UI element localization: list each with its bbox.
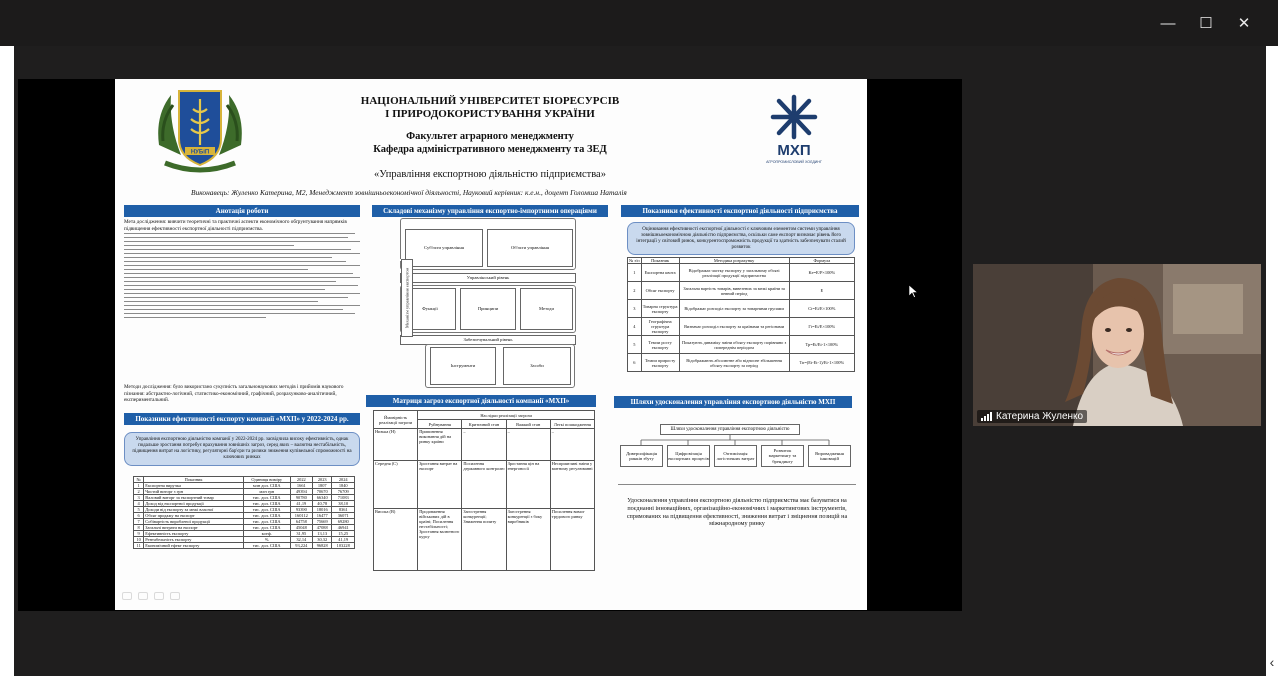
university-name-line2: І ПРИРОДОКОРИСТУВАННЯ УКРАЇНИ [385, 108, 595, 120]
table-cell: 45048 [290, 525, 312, 531]
section-abstract-header: Анотація роботи [124, 205, 360, 217]
table-cell: Kе=E/P×100% [789, 264, 854, 282]
improvement-branch-5: Впровадження інновацій [808, 445, 851, 467]
table-row [374, 429, 595, 461]
pen-icon[interactable] [138, 592, 148, 600]
section-indicators-header: Показники ефективності експортної діяльності підприємства [621, 205, 859, 217]
table-cell: 8 [134, 525, 144, 531]
maximize-button[interactable] [1190, 10, 1222, 36]
table-cell: 31,95 [290, 531, 312, 537]
section-threat-matrix-header: Матриця загроз експортної діяльності компанії «МХП» [366, 395, 596, 407]
table-cell: коеф. [243, 531, 290, 537]
table-cell: % [243, 537, 290, 543]
table-cell: 1840 [332, 483, 355, 489]
table-cell: 5 [628, 336, 642, 354]
table-cell: 64758 [290, 519, 312, 525]
table-cell: 3 [134, 495, 144, 501]
table-cell: 11 [134, 543, 144, 549]
table-cell: Обсяг продажу на експорт [144, 513, 244, 519]
improvement-branch-3: Оптимізація логістичних витрат [714, 445, 757, 467]
table-header-cell: Показник [641, 258, 679, 264]
table-cell: Валовий виторг за експортний товар [144, 495, 244, 501]
table-cell: 1661 [290, 483, 312, 489]
table-cell: 10 [134, 537, 144, 543]
participant-video [973, 264, 1261, 426]
right-edge [1266, 46, 1278, 676]
threat-matrix-table [373, 410, 595, 571]
abstract-intro: Мета дослідження: вивчити теоретичні та практичні аспекти економічного обґрунтування напрямків підвищення ефективності експортної діяльності підприємства. [124, 219, 347, 232]
table-header-cell: 2024 [332, 477, 355, 483]
table-cell: 1 [134, 483, 144, 489]
participant-video-tile[interactable] [973, 264, 1261, 426]
university-emblem-icon [151, 85, 249, 183]
indicators-note: Оцінювання ефективності експортної діяльності є ключовим елементом системи управління зовнішньоекономічною діяльністю підприємства, оскільки саме експорт визначає рівень його інтеграції у світовий ринок, конкурентоспроможність продукції та здатність забезпечувати сталий розвиток [627, 222, 855, 255]
table-row [134, 543, 355, 549]
more-icon[interactable] [170, 592, 180, 600]
minimize-button[interactable] [1152, 10, 1184, 36]
table-cell: Гі=Еі/Е×100% [789, 318, 854, 336]
slide-toolbar[interactable] [122, 592, 180, 600]
table-row [628, 282, 855, 300]
export-summary-note: Управління експортною діяльністю компанії у 2022-2024 рр. засвідчила високу ефективність, однак подальше зростання потребує врахування зовнішніх загроз, серед яких – валютна нестабільність, підвищення витрат на логістику, регуляторні бар'єри та ризики зниження купівельної спроможності на ключових ринках [124, 432, 360, 466]
table-cell: – [550, 429, 594, 461]
table-cell: 70670 [312, 489, 331, 495]
improvement-divider [618, 484, 856, 485]
table-cell: 66340 [312, 495, 331, 501]
table-cell: 96828 [312, 543, 331, 549]
mechanism-lower-box: Забезпечувальний рівень [400, 335, 576, 345]
table-cell: 103228 [332, 543, 355, 549]
table-cell: 75669 [312, 519, 331, 525]
mhp-logo-icon [755, 93, 833, 173]
table-cell: Зростання витрат на експорт [418, 461, 462, 509]
export-indicators-table [133, 476, 355, 549]
table-cell: 6 [628, 354, 642, 372]
mechanism-left-label: Механізм управління експортом [401, 259, 413, 337]
poster-topic: «Управління експортною діяльністю підприємства» [374, 169, 606, 180]
table-cell: 69280 [332, 519, 355, 525]
window-titlebar [0, 0, 1278, 46]
table-cell: 18016 [312, 507, 331, 513]
table-header-cell: Легкі пошкодження [550, 420, 594, 429]
table-cell: тис. дол. США [243, 495, 290, 501]
table-row [628, 354, 855, 372]
table-cell: 5 [134, 507, 144, 513]
table-cell: Загальні витрати на експорт [144, 525, 244, 531]
table-cell: Експортна виручка [144, 483, 244, 489]
table-cell: Відображають абсолютне або відносне збільшення обсягу експорту за період [679, 354, 789, 372]
table-cell: 6 [134, 513, 144, 519]
table-row [374, 411, 595, 420]
table-cell: 160112 [290, 513, 312, 519]
chevron-left-icon[interactable]: ‹ [1269, 654, 1275, 670]
table-cell: тис. дол. США [243, 543, 290, 549]
table-cell: тис. дол. США [243, 507, 290, 513]
table-cell: Тр=Еt/Еt-1×100% [789, 336, 854, 354]
table-cell: 41,19 [290, 501, 312, 507]
table-cell: Загальна вартість товарів, вивезених за межі країни за певний період [679, 282, 789, 300]
table-cell: 30,32 [312, 537, 331, 543]
table-cell: 90780 [290, 495, 312, 501]
table-header-cell: Показник [144, 477, 244, 483]
improvement-branch-1: Диверсифікація ринків збуту [620, 445, 663, 467]
table-cell: Визначає розподіл експорту за країнами та регіонами [679, 318, 789, 336]
faculty-name: Факультет аграрного менеджменту [406, 131, 574, 142]
mechanism-means-box: Засоби [503, 347, 571, 385]
table-cell: 40,78 [312, 501, 331, 507]
maximize-icon: ☐ [1199, 15, 1213, 32]
table-header-cell: Формула [789, 258, 854, 264]
close-icon: ✕ [1237, 15, 1251, 32]
table-cell: Припинення виконання дій на ринку країни [418, 429, 462, 461]
table-cell: 1 [628, 264, 642, 282]
table-cell: Темпи приросту експорту [641, 354, 679, 372]
close-button[interactable] [1228, 10, 1260, 36]
table-cell: Рентабельність експорту [144, 537, 244, 543]
table-cell: 16477 [312, 513, 331, 519]
table-cell: 9 [134, 531, 144, 537]
improvement-root-box: Шляхи удосконалення управління експортною діяльністю [660, 424, 800, 435]
table-row [628, 264, 855, 282]
table-header-cell: Наслідки реалізації загрози [418, 411, 595, 420]
table-cell: 13,13 [312, 531, 331, 537]
table-header-cell: 2022 [290, 477, 312, 483]
section-mechanism-header: Складові механізму управління експортно-імпортними операціями [372, 205, 608, 217]
mechanism-tools-box: Інструменти [430, 347, 496, 385]
participant-name: Катерина Жуленко [996, 411, 1084, 422]
table-cell: 2 [628, 282, 642, 300]
table-header-cell: Одиниця виміру [243, 477, 290, 483]
mechanism-object-box: Об'єкти управління [487, 229, 573, 267]
table-row [374, 461, 595, 509]
table-cell: 76709 [332, 489, 355, 495]
table-cell: млн дол. США [243, 483, 290, 489]
table-cell: Продовження військових дій в країні; Посилення нестабільності; Зростання валютного курсу [418, 509, 462, 571]
table-cell: Тп=(Еt-Еt-1)/Еt-1×100% [789, 354, 854, 372]
table-cell: 4 [134, 501, 144, 507]
table-cell: 38,10 [332, 501, 355, 507]
mechanism-middle-box: Управлінський рівень [400, 273, 576, 283]
table-cell: Доходи від експорту за межі власної [144, 507, 244, 513]
table-cell: 15,25 [332, 531, 355, 537]
signal-strength-icon [981, 412, 992, 421]
table-cell: Показують динаміку зміни обсягу експорту порівняно з попереднім періодом [679, 336, 789, 354]
table-row [628, 300, 855, 318]
indicators-methodology-table [627, 257, 855, 372]
table-cell: 71083 [332, 495, 355, 501]
table-cell: 49394 [290, 489, 312, 495]
table-cell: 93,224 [290, 543, 312, 549]
minimize-icon: — [1160, 14, 1176, 32]
table-cell: Посилення вимог трудового ринку [550, 509, 594, 571]
table-header-cell: № [134, 477, 144, 483]
table-row [374, 509, 595, 571]
table-cell: 8361 [332, 507, 355, 513]
table-cell: Економічний ефект експорту [144, 543, 244, 549]
left-edge [0, 46, 14, 676]
table-cell: – [462, 429, 506, 461]
table-cell: Загострення конкуренції з боку виробників [506, 509, 550, 571]
improvement-summary: Удосконалення управління експортною діяльністю підприємства має базуватися на поєднанні інноваційних, організаційно-економічних і маркетингових інструментів, спрямованих на підвищення ефективності, зниження витрат і зміцнення позицій на міжнародному ринку [626, 497, 848, 528]
department-name: Кафедра адміністративного менеджменту та ЗЕД [373, 144, 607, 155]
grid-icon[interactable] [154, 592, 164, 600]
table-cell: Сі=Еі/Е×100% [789, 300, 854, 318]
table-cell: 3 [628, 300, 642, 318]
table-cell: 1807 [312, 483, 331, 489]
table-cell: Чистий виторг з грн [144, 489, 244, 495]
table-cell: млн грн [243, 489, 290, 495]
participant-name-label [977, 410, 1087, 423]
table-header-cell: 2023 [312, 477, 331, 483]
mechanism-functions-box: Функції [404, 288, 456, 330]
table-cell: Зростання цін на енергоносії [506, 461, 550, 509]
emblem-text: НУБіП [190, 149, 210, 156]
table-cell: Несприятливі зміни у митному регулюванні [550, 461, 594, 509]
abstract-text-block [124, 233, 360, 318]
table-cell: Відображає частку експорту у загальному обсязі реалізації продукції підприємства [679, 264, 789, 282]
table-cell: 93390 [290, 507, 312, 513]
table-header-cell: № з/п [629, 258, 640, 263]
table-cell: – [506, 429, 550, 461]
table-cell: тис. дол. США [243, 513, 290, 519]
improvement-branch-4: Розвиток маркетингу та брендингу [761, 445, 804, 467]
table-header-cell: Важкий стан [506, 420, 550, 429]
mhp-logo-text: МХП [777, 142, 811, 159]
table-cell: E [789, 282, 854, 300]
table-cell: Географічна структура експорту [641, 318, 679, 336]
table-cell: 2 [134, 489, 144, 495]
table-cell: тис. дол. США [243, 519, 290, 525]
table-cell: 36071 [332, 513, 355, 519]
table-cell: Висока (В) [374, 509, 418, 571]
table-cell: Відображає розподіл експорту за товарними групами [679, 300, 789, 318]
section-improvement-header: Шляхи удосконалення управління експортною діяльністю МХП [614, 396, 852, 408]
table-cell: 7 [134, 519, 144, 525]
table-cell: тис. дол. США [243, 525, 290, 531]
table-cell: Темпи росту експорту [641, 336, 679, 354]
mhp-logo-subtext: АГРОПРОМИСЛОВИЙ ХОЛДИНГ [766, 160, 822, 164]
table-cell: Посилення державного контролю [462, 461, 506, 509]
table-row [628, 336, 855, 354]
table-header-cell: Руйнування [418, 420, 462, 429]
mouse-cursor-icon [909, 285, 918, 298]
table-cell: Середня (С) [374, 461, 418, 509]
table-header-cell: Критичний стан [462, 420, 506, 429]
table-cell: Загострення конкуренції; Зниження попиту [462, 509, 506, 571]
table-cell: Ефективність експорту [144, 531, 244, 537]
table-cell: Собівартість виробленої продукції [144, 519, 244, 525]
abstract-methods: Методи дослідження: було використано сукупність загальнонаукових методів і прийомів наукового пізнання: абстрактно-логічний, статистико-економічний, графічний, розрахунково-аналітичний, експериментальний. [124, 384, 344, 403]
university-name-line1: НАЦІОНАЛЬНИЙ УНІВЕРСИТЕТ БІОРЕСУРСІВ [360, 95, 620, 107]
section-export-indicators-header: Показники ефективності експорту компанії «МХП» у 2022-2024 рр. [124, 413, 360, 425]
table-cell: Доход від експортної продукції [144, 501, 244, 507]
table-cell: 4 [628, 318, 642, 336]
table-header-cell: Методика розрахунку [679, 258, 789, 264]
table-cell: 47088 [312, 525, 331, 531]
table-cell: Товарна структура експорту [641, 300, 679, 318]
table-cell: 41,19 [332, 537, 355, 543]
mechanism-principles-box: Принципи [460, 288, 516, 330]
table-cell: 46941 [332, 525, 355, 531]
table-row [628, 318, 855, 336]
table-header-cell: Ймовірність реалізації загрози [374, 411, 418, 429]
table-cell: Експортна квота [641, 264, 679, 282]
improvement-branch-2: Цифровізація експортних процесів [667, 445, 710, 467]
table-cell: Обсяг експорту [641, 282, 679, 300]
table-cell: тис. дол. США [243, 501, 290, 507]
mechanism-methods-box: Методи [520, 288, 573, 330]
authors-line: Виконавець: Жуленко Катерина, М2, Менеджмент зовнішньоекономічної діяльності, Науковий керівник: к.е.н., доцент Голомша Наталія [191, 188, 627, 197]
mechanism-subject-box: Суб'єкти управління [405, 229, 483, 267]
shared-poster [115, 79, 867, 610]
table-cell: 32,14 [290, 537, 312, 543]
table-cell: Низька (Н) [374, 429, 418, 461]
pointer-icon[interactable] [122, 592, 132, 600]
